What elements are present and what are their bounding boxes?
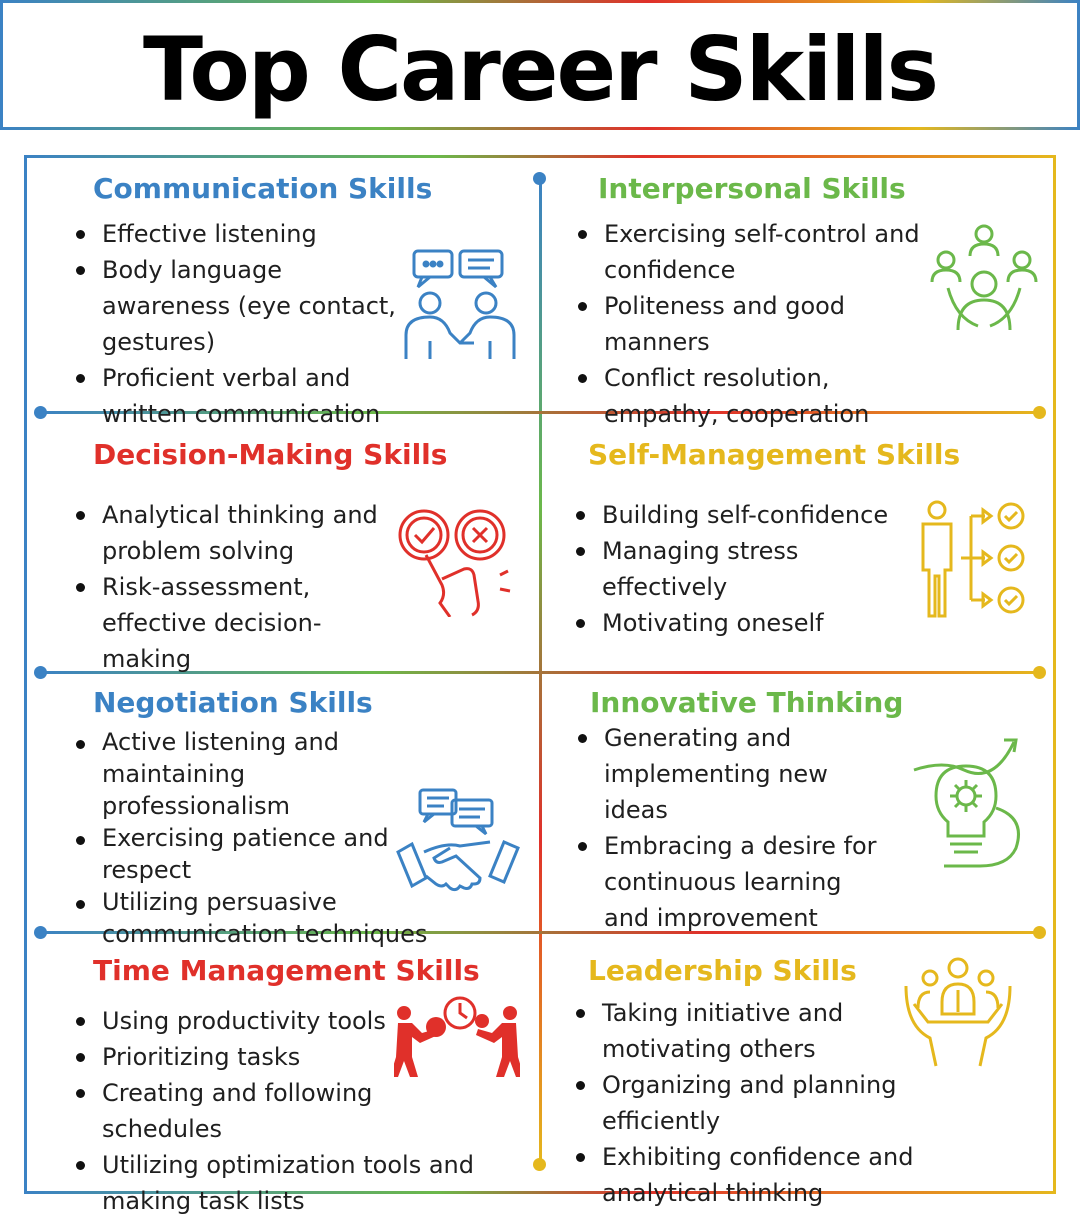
- page-title: Top Career Skills: [143, 18, 937, 121]
- list-item: Embracing a desire for continuous learning and improvement: [572, 828, 892, 936]
- divider-dot: [34, 406, 47, 419]
- list-item: Building self-confidence: [570, 497, 920, 533]
- list-item: Utilizing optimization tools and making task lists: [70, 1147, 500, 1219]
- list-item: Risk-assessment, effective decision-making: [70, 569, 400, 677]
- self-management-list: [570, 497, 920, 641]
- list-item: Exhibiting confidence and analytical thinking: [570, 1139, 1020, 1211]
- decision-making-heading: Decision-Making Skills: [93, 438, 448, 471]
- list-item: Proficient verbal and written communication: [70, 360, 400, 432]
- list-item: Generating and implementing new ideas: [572, 720, 892, 828]
- clock-gears-icon: [394, 995, 520, 1079]
- list-item: Using productivity tools: [70, 1003, 500, 1039]
- list-item: Creating and following schedules: [70, 1075, 500, 1147]
- list-item: Exercising patience and respect: [70, 822, 430, 886]
- list-item: Body language awareness (eye contact, gestures): [70, 252, 400, 360]
- divider-dot: [533, 172, 546, 185]
- list-item: Organizing and planning efficiently: [570, 1067, 1020, 1139]
- negotiation-list: [70, 726, 430, 950]
- list-item: Conflict resolution, empathy, cooperation: [572, 360, 947, 432]
- handshake-icon: [394, 786, 522, 908]
- list-item: Managing stress effectively: [570, 533, 920, 605]
- list-item: Prioritizing tasks: [70, 1039, 500, 1075]
- divider-dot: [533, 1158, 546, 1171]
- decision-making-list: [70, 497, 400, 677]
- divider-dot: [34, 666, 47, 679]
- conversation-icon: [400, 245, 520, 365]
- choice-icon: [396, 505, 514, 617]
- team-hands-icon: [902, 956, 1014, 1068]
- interpersonal-list: [572, 216, 947, 432]
- innovative-list: [572, 720, 892, 936]
- communication-heading: Communication Skills: [93, 172, 433, 205]
- list-item: Analytical thinking and problem solving: [70, 497, 400, 569]
- interpersonal-heading: Interpersonal Skills: [598, 172, 906, 205]
- lightbulb-gear-icon: [910, 736, 1028, 870]
- list-item: Politeness and good manners: [572, 288, 947, 360]
- frame-left-border: [24, 155, 27, 1194]
- people-network-icon: [928, 222, 1040, 334]
- list-item: Exercising self-control and confidence: [572, 216, 947, 288]
- list-item: Utilizing persuasive communication techniques: [70, 886, 430, 950]
- innovative-heading: Innovative Thinking: [590, 686, 904, 719]
- divider-dot: [1033, 666, 1046, 679]
- leadership-heading: Leadership Skills: [588, 954, 857, 987]
- self-management-heading: Self-Management Skills: [588, 438, 961, 471]
- list-item: Taking initiative and motivating others: [570, 995, 902, 1067]
- list-item: Motivating oneself: [570, 605, 920, 641]
- divider-dot: [1033, 926, 1046, 939]
- list-item: Effective listening: [70, 216, 400, 252]
- divider-dot: [1033, 406, 1046, 419]
- communication-list: [70, 216, 400, 432]
- time-management-heading: Time Management Skills: [93, 954, 480, 987]
- negotiation-heading: Negotiation Skills: [93, 686, 373, 719]
- divider-dot: [34, 926, 47, 939]
- frame-right-border: [1053, 155, 1056, 1194]
- person-checklist-icon: [915, 500, 1030, 618]
- list-item: Active listening and maintaining professionalism: [70, 726, 430, 822]
- title-banner: [0, 0, 1080, 130]
